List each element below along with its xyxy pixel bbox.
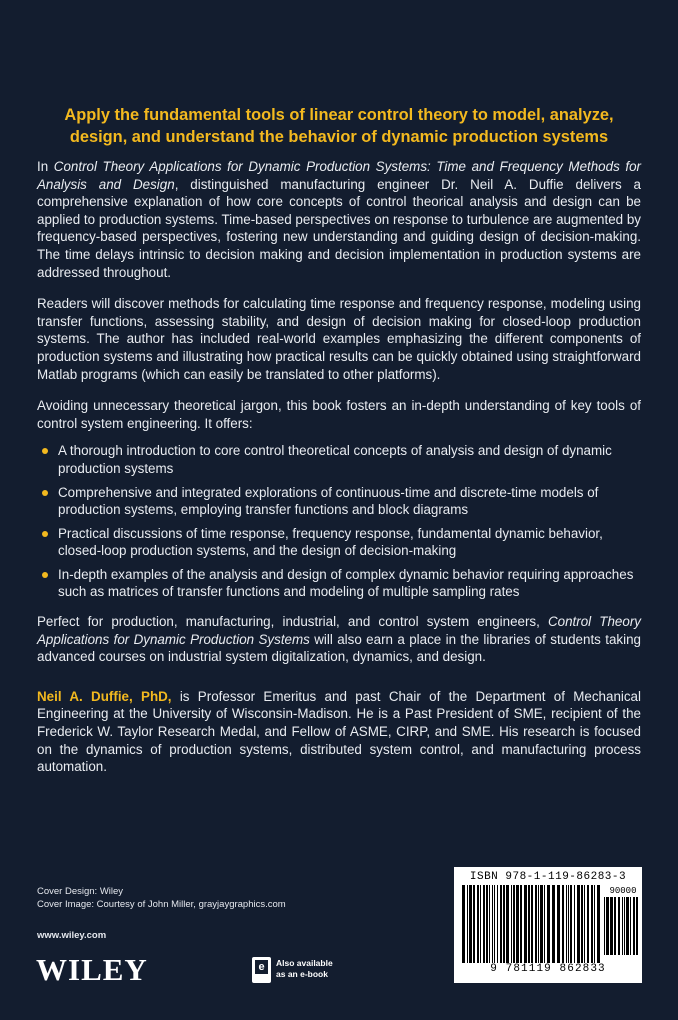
barcode-digits: 9 781119 862833 <box>490 963 606 975</box>
ebook-icon-letter: e <box>255 960 268 974</box>
barcode-bars <box>462 885 602 965</box>
bullet-text: In-depth examples of the analysis and design of complex dynamic behavior requiring approaches such as matrices of transfer functions and modeling of multiple sampling rates <box>58 566 634 600</box>
list-item <box>37 442 641 477</box>
publisher-website[interactable]: www.wiley.com <box>37 930 107 941</box>
author-bio: is Professor Emeritus and past Chair of the Department of Mechanical Engineering at the University of Wisconsin-Madison. He is a Past President of SME, recipient of the Frederick W. Taylor Research Medal, and Fellow of ASME, CIRP, and SME. His research is focused on the dynamics of production systems, distributed system control, and manufacturing process automation. <box>37 688 641 775</box>
list-item <box>37 566 641 601</box>
cover-credits <box>37 885 286 911</box>
bullet-dot-icon <box>42 531 48 537</box>
cover-image-credit: Cover Image: Courtesy of John Miller, grayjaygraphics.com <box>37 899 286 910</box>
audience-lead: Perfect for production, manufacturing, industrial, and control system engineers, <box>37 614 548 630</box>
intro-book-title: Control Theory Applications for Dynamic Production Systems: Time and Frequency Methods for Analysis and Design <box>37 159 641 192</box>
description-body <box>37 158 641 790</box>
list-item <box>37 484 641 519</box>
bullet-text: A thorough introduction to core control theoretical concepts of analysis and design of dynamic production systems <box>58 443 612 476</box>
intro-paragraph <box>37 158 641 281</box>
ebook-icon <box>252 957 271 983</box>
bullet-dot-icon <box>42 448 48 454</box>
offers-paragraph: Avoiding unnecessary theoretical jargon, this book fosters an in-depth understanding of key tools of control system engineering. It offers: <box>37 398 641 431</box>
author-name: Neil A. Duffie, PhD, <box>37 688 172 704</box>
intro-lead: In <box>37 159 54 174</box>
isbn-text: ISBN 978-1-119-86283-3 <box>469 871 627 883</box>
isbn-barcode <box>454 867 642 983</box>
ebook-line-1: Also available <box>276 958 333 968</box>
author-paragraph <box>37 688 641 776</box>
bullet-dot-icon <box>42 490 48 496</box>
readers-paragraph: Readers will discover methods for calculating time response and frequency response, modeling using transfer functions, assessing stability, and design of decision making for closed-loop production systems. The author has included real-world examples emphasizing the different components of production systems and illustrating how practical results can be quickly obtained using straightforward Matlab programs (which can easily be translated to other platforms). <box>37 296 641 382</box>
price-code: 90000 <box>609 886 637 896</box>
feature-list <box>37 442 641 601</box>
ebook-line-2: as an e-book <box>276 969 328 979</box>
intro-rest: , distinguished manufacturing engineer Dr. Neil A. Duffie delivers a comprehensive explanation of how core concepts of control theorical analysis and design can be applied to production systems. Time-based perspectives on response to turbulence are augmented by frequency-based perspectives, fostering new understanding and guiding design of decision-making. The time delays intrinsic to decision making and decision implementation in production systems are addressed throughout. <box>37 176 642 280</box>
bullet-text: Practical discussions of time response, frequency response, fundamental dynamic behavior, closed-loop production systems, and the design of decision-making <box>58 525 603 559</box>
bullet-text: Comprehensive and integrated explorations of continuous-time and discrete-time models of production systems, employing transfer functions and block diagrams <box>58 484 599 518</box>
bullet-dot-icon <box>42 572 48 578</box>
cover-design-credit: Cover Design: Wiley <box>37 886 124 897</box>
headline: Apply the fundamental tools of linear control theory to model, analyze, design, and understand the behavior of dynamic production systems <box>64 106 614 146</box>
ebook-notice <box>252 957 342 987</box>
price-barcode-bars <box>604 897 640 957</box>
audience-book-title: Control Theory Applications for Dynamic Production Systems <box>37 614 641 647</box>
wiley-logo: WILEY <box>36 952 148 987</box>
list-item <box>37 525 641 560</box>
audience-paragraph <box>37 613 641 666</box>
audience-rest: will also earn a place in the libraries of students taking advanced courses on industrial system digitalization, dynamics, and design. <box>37 631 641 665</box>
ebook-text <box>276 958 333 980</box>
